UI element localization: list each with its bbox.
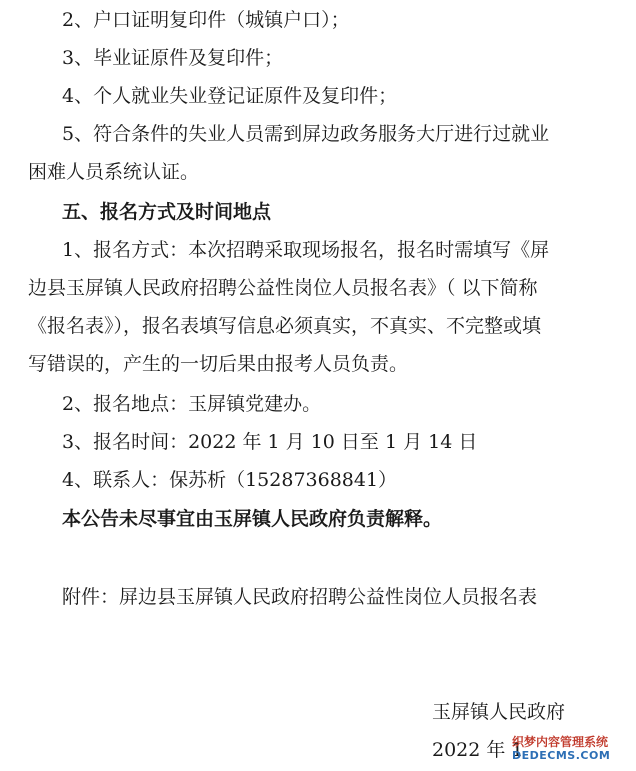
requirement-item-3: 3、毕业证原件及复印件； [62, 47, 284, 69]
contact-person: 4、联系人：保苏析（15287368841） [62, 469, 398, 491]
registration-place: 2、报名地点：玉屏镇党建办。 [62, 393, 322, 415]
registration-method-line-3: 《报名表》），报名表填写信息必须真实，不真实、不完整或填 [28, 315, 542, 337]
watermark-line-2: DEDECMS.COM [512, 749, 611, 762]
requirement-item-5-line-2: 困难人员系统认证。 [28, 161, 200, 183]
watermark-logo [512, 735, 630, 765]
signature-date: 2022 年 1 [432, 739, 524, 761]
requirement-item-5-line-1: 5、符合条件的失业人员需到屏边政务服务大厅进行过就业 [62, 123, 550, 145]
requirement-item-4: 4、个人就业失业登记证原件及复印件； [62, 85, 398, 107]
signature-organization: 玉屏镇人民政府 [432, 701, 566, 723]
registration-method-line-1: 1、报名方式：本次招聘采取现场报名，报名时需填写《屏 [62, 239, 550, 261]
registration-time: 3、报名时间：2022 年 1 月 10 日至 1 月 14 日 [62, 431, 478, 453]
watermark-line-1: 织梦内容管理系统 [512, 735, 609, 749]
section-heading: 五、报名方式及时间地点 [62, 201, 272, 223]
attachment-line: 附件：屏边县玉屏镇人民政府招聘公益性岗位人员报名表 [62, 586, 538, 608]
registration-method-line-2: 边县玉屏镇人民政府招聘公益性岗位人员报名表》（ 以下简称 [28, 277, 538, 299]
requirement-item-2: 2、户口证明复印件（城镇户口）； [62, 9, 350, 31]
closing-notice: 本公告未尽事宜由玉屏镇人民政府负责解释。 [62, 508, 443, 530]
registration-method-line-4: 写错误的，产生的一切后果由报考人员负责。 [28, 353, 409, 375]
